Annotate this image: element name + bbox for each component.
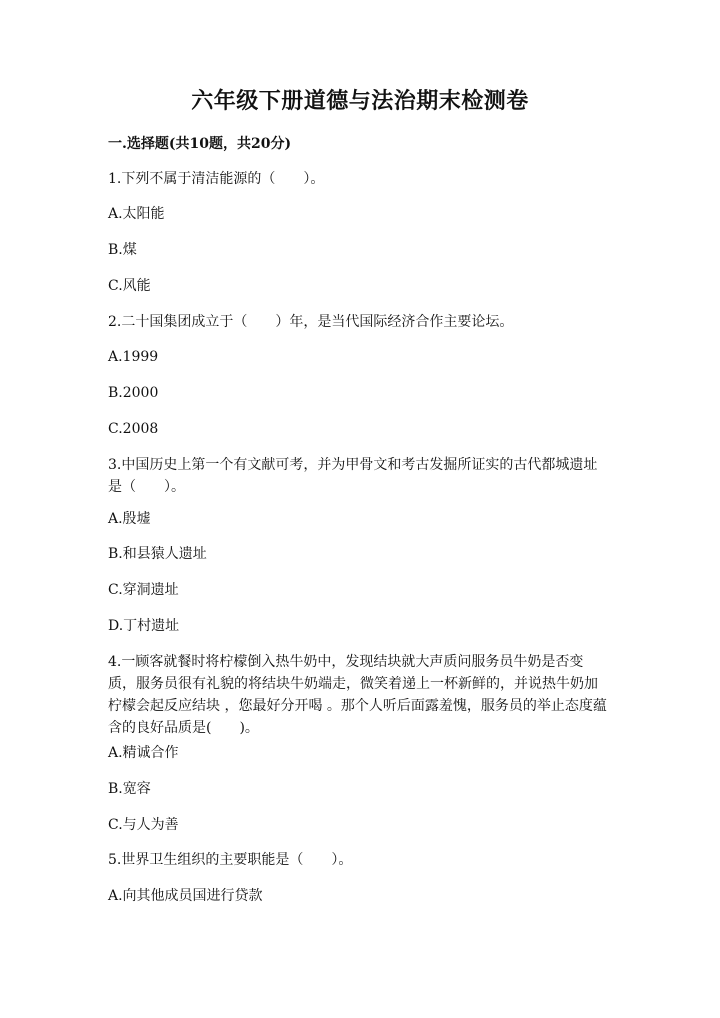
exam-title: 六年级下册道德与法治期末检测卷 (191, 88, 529, 114)
question-2-stem: 2.二十国集团成立于（ ）年，是当代国际经济合作主要论坛。 (108, 314, 514, 330)
question-3-option-b: B.和县猿人遗址 (108, 546, 207, 562)
question-1-option-c: C.风能 (108, 278, 151, 294)
question-2-option-a: A.1999 (108, 349, 159, 365)
question-4-option-b: B.宽容 (108, 781, 151, 797)
question-5-option-a: A.向其他成员国进行贷款 (108, 888, 263, 904)
question-4-option-c: C.与人为善 (108, 817, 179, 833)
question-3-stem: 3.中国历史上第一个有文献可考，并为甲骨文和考古发掘所证实的古代都城遗址是（ ）。 (108, 457, 598, 495)
section-heading: 一.选择题(共10题，共20分) (108, 136, 292, 152)
question-1-stem: 1.下列不属于清洁能源的（ ）。 (108, 171, 325, 187)
question-1-option-a: A.太阳能 (108, 206, 165, 222)
question-4-stem: 4.一顾客就餐时将柠檬倒入热牛奶中，发现结块就大声质问服务员牛奶是否变质，服务员很有礼貌的将结块牛奶端走，微笑着递上一杯新鲜的，并说热牛奶加柠檬会起反应结块 ，您最好分开喝 。那个人听后面露羞愧，服务员的举止态度蕴含的良好品质是( )。 (108, 654, 607, 736)
question-1-option-b: B.煤 (108, 242, 137, 258)
question-3-option-d: D.丁村遗址 (108, 618, 180, 634)
question-4-option-a: A.精诚合作 (108, 745, 179, 761)
question-3-option-c: C.穿洞遗址 (108, 582, 179, 598)
question-2-option-b: B.2000 (108, 385, 159, 401)
question-3-option-a: A.殷墟 (108, 511, 151, 527)
question-2-option-c: C.2008 (108, 421, 159, 437)
question-5-stem: 5.世界卫生组织的主要职能是（ ）。 (108, 852, 353, 868)
